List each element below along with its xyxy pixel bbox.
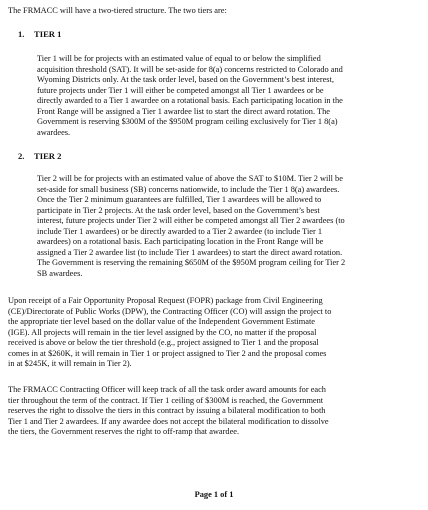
intro-text: The FRMACC will have a two-tiered structure. The two tiers are: [8,6,227,15]
tier-2-heading [18,151,61,162]
tier-1-heading [18,29,61,40]
tier-1-title: TIER 1 [34,29,62,39]
text-line: interest, future projects under Tier 2 will either be competed amongst all Tier 2 awardees (to [37,216,345,225]
page-number-footer: Page 1 of 1 [194,490,234,499]
text-line: the appropriate tier level based on the dollar value of the Independent Government Estimate [8,317,315,326]
text-line: Once the Tier 2 minimum guarantees are fulfilled, Tier 1 awardees will be allowed to [37,195,322,204]
text-line: Government is reserving $300M of the $950M program ceiling exclusively for Tier 1 8(a) [37,117,338,126]
text-line: assigned a Tier 2 awardee list (to include Tier 1 awardees) to start the direct award rotation. [37,247,343,257]
text-line: participate in Tier 2 projects. At the task order level, based on the Government’s best [37,205,320,215]
text-line: directly awarded to a Tier 1 awardee on a rotational basis. Each participating location in the [37,96,343,105]
text-line: (IGE). All projects will remain in the tier level assigned by the CO, no matter if the proposal [8,327,317,337]
text-line: Wyoming Districts only. At the task order level, based on the Government’s best interest, [37,75,334,84]
text-line: The FRMACC Contracting Officer will keep track of all the task order award amounts for each [8,385,326,394]
text-line: (CE)/Directorate of Public Works (DPW), the Contracting Officer (CO) will assign the project to [8,306,332,316]
text-line: reserves the right to dissolve the tiers in this contract by issuing a bilateral modification to both [8,406,326,415]
text-line: Tier 1 and Tier 2 awardees. If any awardee does not accept the bilateral modification to dissolve [8,416,329,426]
tier-1-number: 1. [18,29,25,39]
text-line: awardees) on a rotational basis. Each participating location in the Front Range will be [37,237,324,246]
text-line: Upon receipt of a Fair Opportunity Proposal Request (FOPR) package from Civil Engineering [8,296,323,305]
text-line: the tiers, the Government reserves the right to off-ramp that awardee. [8,427,240,436]
text-line: Tier 2 will be for projects with an estimated value of above the SAT to $10M. Tier 2 will be [37,174,343,183]
text-line: SB awardees. [37,268,83,278]
fopr-paragraph [8,296,420,370]
text-line: acquisition threshold (SAT). It will be set-aside for 8(a) concerns restricted to Colorado and [37,64,343,74]
text-line: tier throughout the term of the contract. If Tier 1 ceiling of $300M is reached, the Government [8,395,324,405]
tracking-paragraph [8,385,420,438]
tier-1-description [37,54,417,138]
text-line: received is above or below the tier threshold (e.g., project assigned to Tier 1 and the proposal [8,338,319,347]
text-line: set-aside for small business (SB) concerns nationwide, to include the Tier 1 8(a) awardees. [37,184,340,194]
text-line: future projects under Tier 1 will either be competed amongst all Tier 1 awardees or be [37,85,324,95]
text-line: Tier 1 will be for projects with an estimated value of equal to or below the simplified [37,54,321,63]
text-line: The Government is reserving the remaining $650M of the $950M program ceiling for Tier 2 [37,258,346,267]
text-line: comes in at $260K, it will remain in Tier 1 or project assigned to Tier 2 and the proposal comes [8,348,327,358]
tier-2-description [37,174,417,279]
tier-2-number: 2. [18,151,25,161]
tier-2-title: TIER 2 [34,151,62,161]
text-line: awardees. [37,127,71,137]
text-line: include Tier 1 awardees) or be directly awarded to a Tier 2 awardee (to include Tier 1 [37,226,322,236]
text-line: in at $245K, it will remain in Tier 2). [8,359,132,368]
text-line: Front Range will be assigned a Tier 1 awardee list to start the direct award rotation. The [37,106,330,116]
